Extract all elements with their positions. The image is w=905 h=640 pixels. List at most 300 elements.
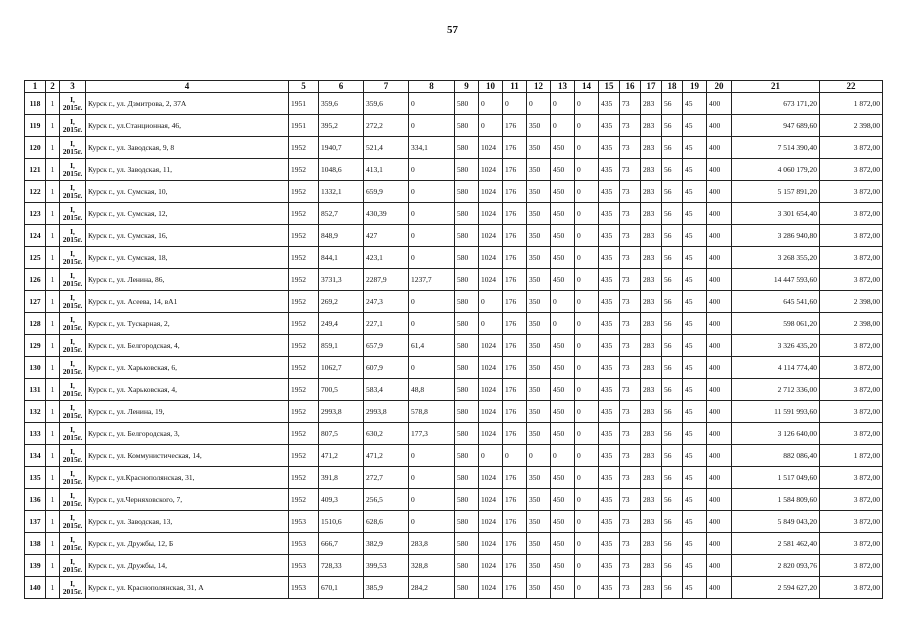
- cell-c19: 45: [683, 335, 707, 357]
- cell-c18: 56: [662, 335, 683, 357]
- cell-c2: 1: [46, 247, 60, 269]
- cell-c16: 73: [620, 247, 641, 269]
- year-top: I,: [70, 161, 75, 170]
- cell-c19: 45: [683, 401, 707, 423]
- cell-c12: 350: [527, 137, 551, 159]
- cell-c21: 11 591 993,60: [732, 401, 820, 423]
- cell-c8: 0: [409, 313, 455, 335]
- cell-c2: 1: [46, 401, 60, 423]
- year-bottom: 2015г.: [62, 146, 83, 156]
- cell-c2: 1: [46, 533, 60, 555]
- cell-n: 125: [25, 247, 46, 269]
- cell-addr: Курск г., ул. Тускарная, 2,: [86, 313, 289, 335]
- cell-c9: 580: [455, 225, 479, 247]
- cell-year: [60, 225, 86, 247]
- cell-c18: 56: [662, 467, 683, 489]
- cell-c11: 176: [503, 577, 527, 599]
- cell-year: [60, 313, 86, 335]
- year-bottom: 2015г.: [62, 212, 83, 222]
- cell-n: 128: [25, 313, 46, 335]
- cell-c11: 176: [503, 511, 527, 533]
- cell-c22: 1 872,00: [820, 93, 883, 115]
- cell-c5: 1952: [289, 269, 319, 291]
- cell-c16: 73: [620, 313, 641, 335]
- year-top: I,: [70, 491, 75, 500]
- cell-c19: 45: [683, 313, 707, 335]
- cell-c2: 1: [46, 467, 60, 489]
- cell-c18: 56: [662, 379, 683, 401]
- cell-n: 138: [25, 533, 46, 555]
- cell-c12: 350: [527, 313, 551, 335]
- cell-c14: 0: [575, 533, 599, 555]
- cell-c22: 2 398,00: [820, 115, 883, 137]
- cell-c17: 283: [641, 159, 662, 181]
- cell-c6: 471,2: [319, 445, 364, 467]
- cell-c8: 0: [409, 489, 455, 511]
- year-bottom: 2015г.: [62, 124, 83, 134]
- cell-c5: 1952: [289, 313, 319, 335]
- table-row: [25, 401, 883, 423]
- housing-table: [24, 80, 883, 599]
- cell-c8: 0: [409, 247, 455, 269]
- cell-c10: 1024: [479, 357, 503, 379]
- column-header: 8: [409, 81, 455, 93]
- cell-n: 126: [25, 269, 46, 291]
- table-row: [25, 423, 883, 445]
- cell-c22: 3 872,00: [820, 247, 883, 269]
- cell-c18: 56: [662, 489, 683, 511]
- cell-year: [60, 137, 86, 159]
- cell-c2: 1: [46, 555, 60, 577]
- cell-c6: 807,5: [319, 423, 364, 445]
- cell-c17: 283: [641, 379, 662, 401]
- cell-c11: 176: [503, 203, 527, 225]
- cell-c7: 272,2: [364, 115, 409, 137]
- cell-c9: 580: [455, 445, 479, 467]
- cell-c8: 0: [409, 159, 455, 181]
- cell-c10: 1024: [479, 533, 503, 555]
- cell-c20: 400: [707, 379, 732, 401]
- column-header: 6: [319, 81, 364, 93]
- cell-c9: 580: [455, 159, 479, 181]
- cell-c20: 400: [707, 467, 732, 489]
- cell-c5: 1953: [289, 533, 319, 555]
- cell-c20: 400: [707, 313, 732, 335]
- cell-c13: 450: [551, 181, 575, 203]
- cell-c18: 56: [662, 115, 683, 137]
- cell-c5: 1952: [289, 423, 319, 445]
- cell-c20: 400: [707, 423, 732, 445]
- cell-c22: 3 872,00: [820, 423, 883, 445]
- table-row: [25, 159, 883, 181]
- cell-c12: 350: [527, 159, 551, 181]
- cell-c17: 283: [641, 181, 662, 203]
- cell-c6: 728,33: [319, 555, 364, 577]
- cell-c5: 1952: [289, 137, 319, 159]
- cell-c15: 435: [599, 379, 620, 401]
- cell-c7: 607,9: [364, 357, 409, 379]
- cell-c15: 435: [599, 555, 620, 577]
- year-bottom: 2015г.: [62, 256, 83, 266]
- cell-c21: 2 581 462,40: [732, 533, 820, 555]
- cell-c9: 580: [455, 181, 479, 203]
- cell-c7: 2287,9: [364, 269, 409, 291]
- cell-c13: 450: [551, 489, 575, 511]
- cell-c11: 176: [503, 423, 527, 445]
- cell-c21: 1 517 049,60: [732, 467, 820, 489]
- cell-c18: 56: [662, 93, 683, 115]
- year-bottom: 2015г.: [62, 344, 83, 354]
- cell-c9: 580: [455, 533, 479, 555]
- cell-c12: 350: [527, 203, 551, 225]
- year-top: I,: [70, 227, 75, 236]
- cell-c17: 283: [641, 269, 662, 291]
- cell-n: 140: [25, 577, 46, 599]
- column-header: 11: [503, 81, 527, 93]
- cell-c7: 628,6: [364, 511, 409, 533]
- year-bottom: 2015г.: [62, 498, 83, 508]
- cell-c14: 0: [575, 159, 599, 181]
- cell-c13: 450: [551, 159, 575, 181]
- year-top: I,: [70, 447, 75, 456]
- cell-c7: 385,9: [364, 577, 409, 599]
- cell-c20: 400: [707, 159, 732, 181]
- cell-c2: 1: [46, 225, 60, 247]
- year-bottom: 2015г.: [62, 410, 83, 420]
- year-bottom: 2015г.: [62, 520, 83, 530]
- column-header: 21: [732, 81, 820, 93]
- cell-c14: 0: [575, 335, 599, 357]
- cell-c20: 400: [707, 269, 732, 291]
- cell-addr: Курск г., ул. Асеева, 14, вА1: [86, 291, 289, 313]
- column-header: 16: [620, 81, 641, 93]
- cell-c15: 435: [599, 247, 620, 269]
- cell-c5: 1952: [289, 445, 319, 467]
- cell-c12: 350: [527, 577, 551, 599]
- cell-c15: 435: [599, 577, 620, 599]
- column-header: 10: [479, 81, 503, 93]
- cell-c22: 2 398,00: [820, 313, 883, 335]
- cell-year: [60, 489, 86, 511]
- cell-c19: 45: [683, 423, 707, 445]
- cell-c15: 435: [599, 181, 620, 203]
- cell-c13: 450: [551, 357, 575, 379]
- cell-c9: 580: [455, 269, 479, 291]
- cell-c14: 0: [575, 291, 599, 313]
- year-top: I,: [70, 205, 75, 214]
- cell-c6: 249,4: [319, 313, 364, 335]
- cell-c5: 1951: [289, 93, 319, 115]
- cell-c10: 1024: [479, 511, 503, 533]
- cell-c12: 350: [527, 379, 551, 401]
- cell-c14: 0: [575, 225, 599, 247]
- cell-c10: 1024: [479, 423, 503, 445]
- cell-addr: Курск г., ул. Коммунистическая, 14,: [86, 445, 289, 467]
- cell-c8: 0: [409, 467, 455, 489]
- cell-year: [60, 467, 86, 489]
- cell-c11: 0: [503, 445, 527, 467]
- cell-n: 119: [25, 115, 46, 137]
- cell-c7: 630,2: [364, 423, 409, 445]
- cell-year: [60, 93, 86, 115]
- column-header: 2: [46, 81, 60, 93]
- cell-year: [60, 401, 86, 423]
- cell-c18: 56: [662, 423, 683, 445]
- cell-c7: 657,9: [364, 335, 409, 357]
- cell-year: [60, 159, 86, 181]
- cell-c20: 400: [707, 291, 732, 313]
- year-top: I,: [70, 249, 75, 258]
- cell-c21: 4 114 774,40: [732, 357, 820, 379]
- cell-c12: 350: [527, 247, 551, 269]
- cell-year: [60, 203, 86, 225]
- cell-c12: 350: [527, 533, 551, 555]
- cell-addr: Курск г., ул. Заводская, 11,: [86, 159, 289, 181]
- cell-c21: 14 447 593,60: [732, 269, 820, 291]
- cell-c5: 1952: [289, 203, 319, 225]
- cell-c17: 283: [641, 511, 662, 533]
- cell-c15: 435: [599, 445, 620, 467]
- cell-c8: 0: [409, 511, 455, 533]
- cell-c8: 0: [409, 115, 455, 137]
- cell-c13: 450: [551, 555, 575, 577]
- cell-c16: 73: [620, 401, 641, 423]
- cell-c11: 176: [503, 225, 527, 247]
- cell-c11: 176: [503, 159, 527, 181]
- cell-c19: 45: [683, 203, 707, 225]
- cell-c20: 400: [707, 335, 732, 357]
- cell-c19: 45: [683, 577, 707, 599]
- cell-c19: 45: [683, 181, 707, 203]
- cell-c7: 256,5: [364, 489, 409, 511]
- cell-c9: 580: [455, 203, 479, 225]
- cell-c13: 0: [551, 93, 575, 115]
- cell-c8: 48,8: [409, 379, 455, 401]
- cell-year: [60, 115, 86, 137]
- cell-c13: 0: [551, 445, 575, 467]
- cell-c22: 3 872,00: [820, 159, 883, 181]
- table-row: [25, 247, 883, 269]
- cell-c5: 1953: [289, 511, 319, 533]
- cell-c21: 3 286 940,80: [732, 225, 820, 247]
- cell-c10: 1024: [479, 159, 503, 181]
- cell-c22: 1 872,00: [820, 445, 883, 467]
- cell-n: 124: [25, 225, 46, 247]
- year-top: I,: [70, 359, 75, 368]
- year-top: I,: [70, 337, 75, 346]
- cell-c14: 0: [575, 489, 599, 511]
- cell-c16: 73: [620, 159, 641, 181]
- cell-year: [60, 247, 86, 269]
- cell-c22: 3 872,00: [820, 533, 883, 555]
- cell-c6: 3731,3: [319, 269, 364, 291]
- cell-c16: 73: [620, 511, 641, 533]
- cell-c9: 580: [455, 93, 479, 115]
- table-row: [25, 269, 883, 291]
- cell-c9: 580: [455, 291, 479, 313]
- cell-c11: 0: [503, 93, 527, 115]
- cell-c5: 1952: [289, 247, 319, 269]
- cell-c17: 283: [641, 423, 662, 445]
- cell-addr: Курск г., ул. Краснополянская, 31, А: [86, 577, 289, 599]
- cell-c6: 269,2: [319, 291, 364, 313]
- cell-c9: 580: [455, 357, 479, 379]
- year-top: I,: [70, 535, 75, 544]
- cell-c13: 450: [551, 335, 575, 357]
- year-top: I,: [70, 403, 75, 412]
- year-bottom: 2015г.: [62, 366, 83, 376]
- cell-c13: 450: [551, 511, 575, 533]
- cell-c11: 176: [503, 269, 527, 291]
- cell-c15: 435: [599, 423, 620, 445]
- column-header: 17: [641, 81, 662, 93]
- cell-addr: Курск г., ул. Сумская, 10,: [86, 181, 289, 203]
- header-row: [25, 81, 883, 93]
- cell-c21: 947 689,60: [732, 115, 820, 137]
- cell-c7: 430,39: [364, 203, 409, 225]
- cell-c16: 73: [620, 93, 641, 115]
- cell-c9: 580: [455, 577, 479, 599]
- cell-c21: 3 301 654,40: [732, 203, 820, 225]
- cell-c6: 1062,7: [319, 357, 364, 379]
- cell-c8: 0: [409, 93, 455, 115]
- cell-c15: 435: [599, 533, 620, 555]
- cell-n: 136: [25, 489, 46, 511]
- column-header: 1: [25, 81, 46, 93]
- cell-c7: 227,1: [364, 313, 409, 335]
- cell-c2: 1: [46, 269, 60, 291]
- cell-c8: 334,1: [409, 137, 455, 159]
- year-top: I,: [70, 183, 75, 192]
- cell-c17: 283: [641, 577, 662, 599]
- year-top: I,: [70, 117, 75, 126]
- cell-c13: 450: [551, 577, 575, 599]
- year-top: I,: [70, 381, 75, 390]
- cell-c11: 176: [503, 489, 527, 511]
- cell-c19: 45: [683, 445, 707, 467]
- cell-c22: 3 872,00: [820, 137, 883, 159]
- cell-c16: 73: [620, 203, 641, 225]
- cell-c2: 1: [46, 137, 60, 159]
- cell-n: 139: [25, 555, 46, 577]
- cell-c17: 283: [641, 225, 662, 247]
- cell-c10: 1024: [479, 379, 503, 401]
- cell-c15: 435: [599, 401, 620, 423]
- cell-c2: 1: [46, 423, 60, 445]
- cell-c17: 283: [641, 291, 662, 313]
- cell-c19: 45: [683, 247, 707, 269]
- cell-c21: 3 126 640,00: [732, 423, 820, 445]
- cell-c21: 2 712 336,00: [732, 379, 820, 401]
- cell-c12: 350: [527, 269, 551, 291]
- cell-c16: 73: [620, 555, 641, 577]
- cell-year: [60, 423, 86, 445]
- cell-c6: 848,9: [319, 225, 364, 247]
- year-top: I,: [70, 513, 75, 522]
- cell-c9: 580: [455, 115, 479, 137]
- cell-c12: 350: [527, 401, 551, 423]
- cell-addr: Курск г., ул. Заводская, 9, 8: [86, 137, 289, 159]
- column-header: 3: [60, 81, 86, 93]
- cell-c20: 400: [707, 555, 732, 577]
- cell-c16: 73: [620, 489, 641, 511]
- cell-c7: 399,53: [364, 555, 409, 577]
- cell-n: 130: [25, 357, 46, 379]
- table-row: [25, 115, 883, 137]
- cell-c6: 391,8: [319, 467, 364, 489]
- cell-c7: 471,2: [364, 445, 409, 467]
- cell-c13: 450: [551, 247, 575, 269]
- year-bottom: 2015г.: [62, 454, 83, 464]
- cell-c6: 1048,6: [319, 159, 364, 181]
- cell-c5: 1952: [289, 159, 319, 181]
- cell-c2: 1: [46, 181, 60, 203]
- cell-c18: 56: [662, 137, 683, 159]
- cell-c22: 3 872,00: [820, 203, 883, 225]
- cell-c19: 45: [683, 533, 707, 555]
- cell-c2: 1: [46, 357, 60, 379]
- cell-c17: 283: [641, 489, 662, 511]
- cell-addr: Курск г., ул. Белгородская, 3,: [86, 423, 289, 445]
- cell-c22: 3 872,00: [820, 489, 883, 511]
- cell-c21: 673 171,20: [732, 93, 820, 115]
- cell-c10: 1024: [479, 181, 503, 203]
- cell-c10: 0: [479, 115, 503, 137]
- year-bottom: 2015г.: [62, 234, 83, 244]
- cell-c9: 580: [455, 555, 479, 577]
- year-bottom: 2015г.: [62, 168, 83, 178]
- cell-c10: 1024: [479, 225, 503, 247]
- cell-addr: Курск г., ул.Черняховского, 7,: [86, 489, 289, 511]
- cell-c7: 359,6: [364, 93, 409, 115]
- cell-c20: 400: [707, 115, 732, 137]
- cell-c6: 670,1: [319, 577, 364, 599]
- cell-c9: 580: [455, 489, 479, 511]
- cell-c16: 73: [620, 577, 641, 599]
- cell-c21: 1 584 809,60: [732, 489, 820, 511]
- cell-c14: 0: [575, 269, 599, 291]
- cell-c17: 283: [641, 445, 662, 467]
- cell-c20: 400: [707, 203, 732, 225]
- cell-c20: 400: [707, 401, 732, 423]
- cell-c20: 400: [707, 511, 732, 533]
- cell-c18: 56: [662, 445, 683, 467]
- cell-c16: 73: [620, 115, 641, 137]
- cell-c10: 1024: [479, 203, 503, 225]
- cell-n: 118: [25, 93, 46, 115]
- cell-addr: Курск г., ул. Харьковская, 6,: [86, 357, 289, 379]
- cell-c22: 3 872,00: [820, 577, 883, 599]
- cell-addr: Курск г., ул. Заводская, 13,: [86, 511, 289, 533]
- cell-c17: 283: [641, 203, 662, 225]
- cell-c20: 400: [707, 489, 732, 511]
- cell-c8: 0: [409, 225, 455, 247]
- year-bottom: 2015г.: [62, 388, 83, 398]
- column-header: 19: [683, 81, 707, 93]
- cell-c15: 435: [599, 291, 620, 313]
- table-row: [25, 357, 883, 379]
- cell-c11: 176: [503, 181, 527, 203]
- cell-c12: 350: [527, 511, 551, 533]
- cell-c9: 580: [455, 247, 479, 269]
- cell-c22: 3 872,00: [820, 225, 883, 247]
- cell-c15: 435: [599, 115, 620, 137]
- cell-c22: 3 872,00: [820, 511, 883, 533]
- cell-c15: 435: [599, 335, 620, 357]
- cell-c7: 521,4: [364, 137, 409, 159]
- cell-c21: 2 820 093,76: [732, 555, 820, 577]
- table-row: [25, 335, 883, 357]
